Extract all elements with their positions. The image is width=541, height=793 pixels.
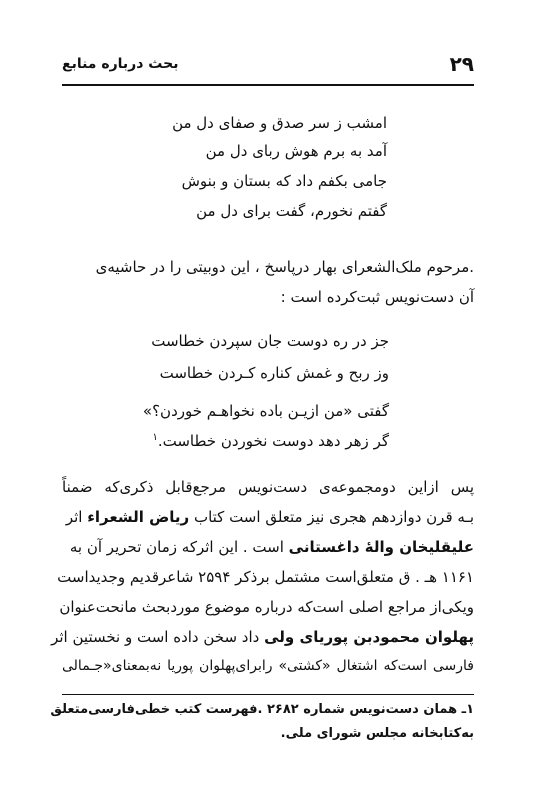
running-title: بحث درباره منابع <box>62 56 179 72</box>
book-title: ریاض الشعراء <box>87 508 190 526</box>
hero-name: پهلوان محمودبن پوریای ولی <box>264 628 474 646</box>
text-run: اثر <box>65 508 88 526</box>
footnote-line: به‌کتابخانه مجلس شورای ملی. <box>280 726 474 741</box>
text-run: است . این اثرکه زمان تحریر آن به <box>69 538 289 556</box>
poem-line: آمد به برم هوش ربای دل من <box>205 142 387 160</box>
paragraph-line <box>62 508 474 526</box>
paragraph-line <box>51 628 474 646</box>
footnote-marker: ۱ <box>152 432 158 443</box>
paragraph-line: ۱۱۶۱ هـ . ق متعلق‌است مشتمل برذکر ۲۵۹۴ شاعرقدیم وجدیداست <box>57 568 474 586</box>
paragraph-line: فارسی است‌که اشتغال «کشتی» رابرای‌پهلوان پوریا نه‌بمعنای«جـمالی <box>62 658 474 674</box>
author-name: علیقلیخان والهٔ داغستانی <box>288 538 474 556</box>
poem-line <box>152 432 389 450</box>
paragraph-line: آن دست‌نویس ثبت‌کرده است : <box>280 288 474 306</box>
page-header <box>62 52 474 80</box>
paragraph-line: ویکی‌از مراجع اصلی است‌که درباره موضوع موردبحث مانحت‌عنوان <box>59 598 474 616</box>
poem-line: جز در ره دوست جان سپردن خطاست <box>151 332 389 350</box>
paragraph-line <box>62 538 474 556</box>
footnote-line: ۱ـ همان دست‌نویس شماره ۲۶۸۲ .فهرست کتب خطی‌فارسی‌متعلق <box>50 702 474 717</box>
poem-line-text: گر زهر دهد دوست نخوردن خطاست. <box>157 432 389 450</box>
poem-line: گفتی «من ازیـن باده نخواهـم خوردن؟» <box>142 402 389 420</box>
poem-line: گفتم نخورم، گفت برای دل من <box>196 202 387 220</box>
text-run: داد سخن داده است و نخستین اثر <box>51 628 265 646</box>
poem-line: وز ربح و غمش کناره کـردن خطاست <box>159 364 389 382</box>
text-run: بـه قرن دوازدهم هجری نیز متعلق است کتاب <box>189 508 474 526</box>
paragraph-line: .مرحوم ملک‌الشعرای بهار درپاسخ ، این دوبیتی را در حاشیه‌ی <box>95 258 474 276</box>
poem-line: امشب ز سر صدق و صفای دل من <box>172 114 387 132</box>
poem-line: جامی بکفم داد که بستان و بنوش <box>181 172 387 190</box>
paragraph-line: پس ازاین دومجموعه‌ی دست‌نویس مرجع‌قابل ذکری‌که ضمناً <box>62 478 474 496</box>
page-number: ۲۹ <box>449 52 474 76</box>
footnote-rule <box>62 694 474 695</box>
header-rule <box>62 84 474 86</box>
